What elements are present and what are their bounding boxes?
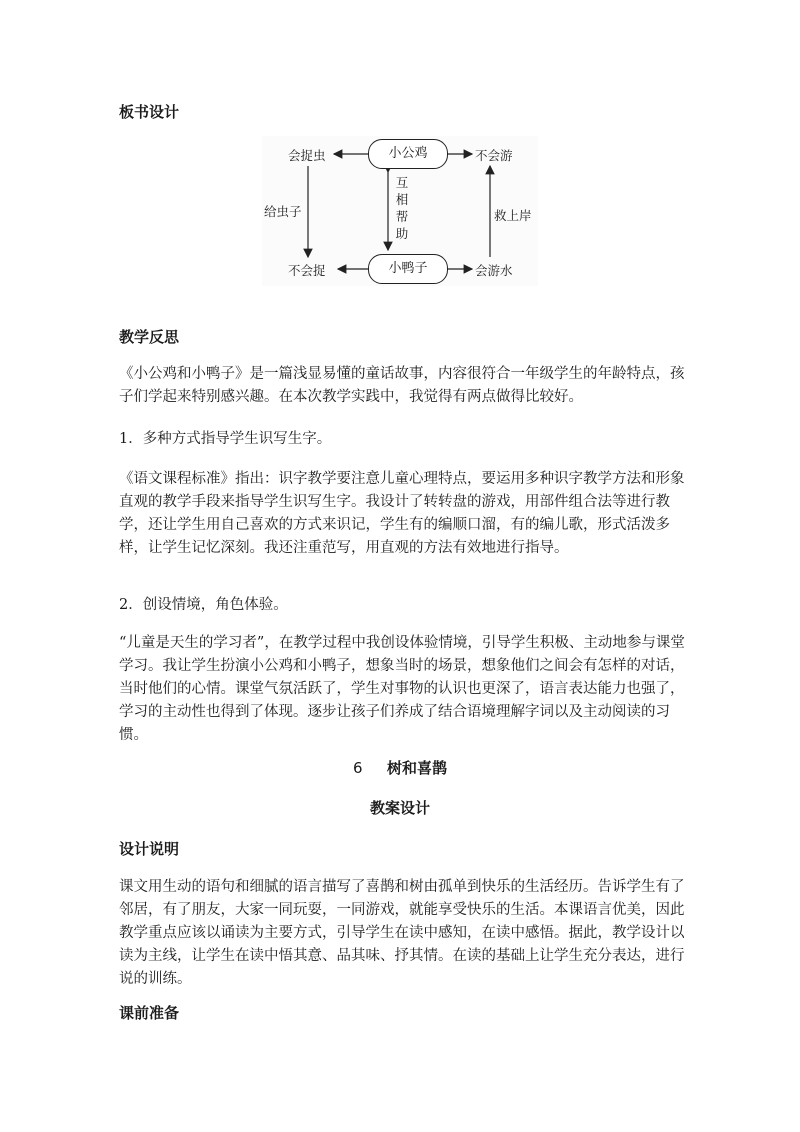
lesson-title xyxy=(0,757,800,778)
subtitle-plan-design: 教案设计 xyxy=(369,799,430,817)
label-rescue: 救上岸 xyxy=(494,208,532,223)
help-char-2: 相 xyxy=(395,192,409,207)
label-give-bugs: 给虫子 xyxy=(264,204,302,219)
label-cannot-swim: 不会游 xyxy=(475,148,513,163)
help-char-4: 助 xyxy=(395,226,409,241)
section-heading-design-note: 设计说明 xyxy=(119,840,180,858)
paragraph-point-1-body: 《语文课程标准》指出：识字教学要注意儿童心理特点，要运用多种识字教学方法和形象直观的教学手段来指导学生识写生字。我设计了转转盘的游戏，用部件组合法等进行教学，还让学生用自己喜欢的方式来识记，学生有的编顺口溜，有的编儿歌，形式活泼多样，让学生记忆深刻。我还注重范写，用直观的方法有效地进行指导。 xyxy=(119,471,685,556)
section-heading-reflection: 教学反思 xyxy=(119,328,180,346)
label-catch-bugs: 会捉虫 xyxy=(288,148,326,163)
paragraph-design-body: 课文用生动的语句和细腻的语言描写了喜鹊和树由孤单到快乐的生活经历。告诉学生有了邻居，有了朋友，大家一同玩耍，一同游戏，就能享受快乐的生活。本课语言优美，因此教学重点应该以诵读为主要方式，引导学生在读中感知，在读中感悟。据此，教学设计以读为主线，让学生在读中悟其意、品其味、抒其情。在读的基础上让学生充分表达，进行说的训练。 xyxy=(119,879,685,987)
paragraph-point-2-body: “儿童是天生的学习者”，在教学过程中我创设体验情境，引导学生积极、主动地参与课堂学习。我让学生扮演小公鸡和小鸭子，想象当时的场景，想象他们之间会有怎样的对话，当时他们的心情。课堂气氛活跃了，学生对事物的认识也更深了，语言表达能力也强了，学习的主动性也得到了体现。逐步让孩子们养成了结合语境理解字词以及主动阅读的习惯。 xyxy=(119,635,685,743)
paragraph-point-2: 2．创设情境，角色体验。 xyxy=(119,597,288,613)
lesson-number: 6 xyxy=(352,759,363,777)
label-can-swim: 会游水 xyxy=(475,263,513,278)
paragraph-point-1: 1．多种方式指导学生识写生字。 xyxy=(119,431,332,447)
help-char-3: 帮 xyxy=(395,209,409,224)
paragraph-reflection-intro: 《小公鸡和小鸭子》是一篇浅显易懂的童话故事，内容很符合一年级学生的年龄特点，孩子们学起来特别感兴趣。在本次教学实践中，我觉得有两点做得比较好。 xyxy=(119,366,685,405)
node-duckling: 小鸭子 xyxy=(368,254,448,284)
section-heading-board-design: 板书设计 xyxy=(119,103,180,121)
board-diagram xyxy=(262,136,538,286)
node-rooster: 小公鸡 xyxy=(368,139,448,169)
section-heading-prep: 课前准备 xyxy=(119,1004,180,1022)
label-help-each-other xyxy=(395,174,409,242)
label-cannot-catch: 不会捉 xyxy=(288,263,326,278)
help-char-1: 互 xyxy=(395,175,409,190)
lesson-name: 树和喜鹊 xyxy=(387,759,448,777)
